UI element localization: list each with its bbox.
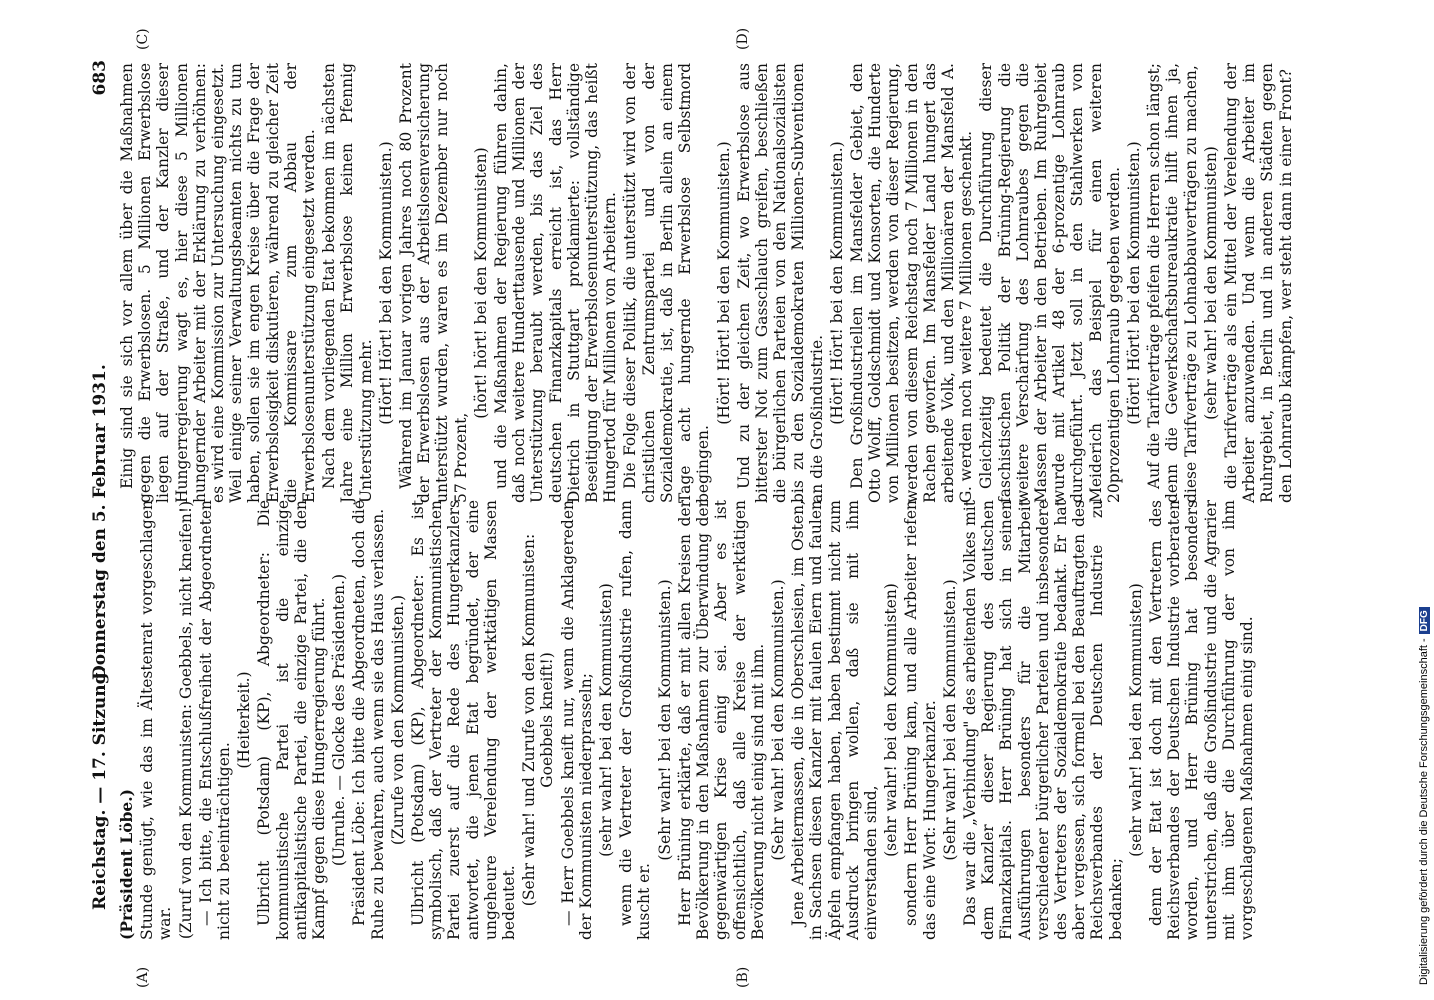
margin-mark-d: (D) — [735, 27, 751, 50]
right-column-paragraph: und die Maßnahmen der Regierung führen dahin, daß noch weitere Hunderttausende und Millionen der Unterstützung beraubt werden, bis das Ziel des deutschen Finanzkapitals erreicht ist, das Herr Dietrich in Stuttgart proklamierte: vollständige Beseitigung der Erwerbslosenunterstützung, das heißt Hungertod für Millionen von Arbeitern. — [492, 63, 620, 503]
right-column-paragraph: Nach dem vorliegenden Etat bekommen im nächsten Jahre eine Million Erwerbslose keinen Pfennig Unterstützung mehr. — [320, 63, 375, 503]
left-column-paragraph: Herr Brüning erklärte, daß er mit allen Kreisen der Bevölkerung in den Maßnahmen zur Überwindung der gegenwärtigen Krise einig sei. Aber es ist offensichtlich, daß alle Kreise der werktätigen Bevölkerung nicht einig sind mit ihm. — [675, 500, 767, 940]
margin-mark-c: (C) — [135, 28, 151, 50]
left-column-paragraph: (Zurufe von den Kommunisten.) — [388, 594, 407, 846]
left-column-paragraph: Ulbricht (Potsdam) (KP), Abgeordneter: Es ist symbolisch, daß der Vertreter der Kommunistischen Partei zuerst auf die Rede des Hungerkanzlers antwortet, die jenen Etat begründet, der eine ungeheure Verelendung der werktätigen Massen bedeutet. — [409, 500, 519, 940]
left-column-paragraph: (Sehr wahr! bei den Kommunisten.) — [655, 579, 674, 861]
left-column-paragraph: (Sehr wahr! und Zurufe von den Kommunisten: Goebbels kneift!) — [520, 533, 557, 907]
right-column-paragraph: Und zu der gleichen Zeit, wo Erwerbslose aus bitterster Not zum Gasschlauch greifen, beschließen die bürgerlichen Parteien von den Nationalsozialisten bis zu den Sozialdemokraten Millionen-Subventionen an die Großindustrie. — [734, 63, 826, 503]
digitization-notice — [1418, 25, 1434, 985]
right-column-paragraph: (hört! hört! bei den Kommunisten) — [471, 147, 490, 419]
right-column-paragraph: die Tarifverträge als ein Mittel der Verelendung der Arbeiter anzuwenden. Und wenn die Arbeiter im Ruhrgebiet, in Berlin und in anderen Städten gegen den Lohnraub kämpfen, wer steht dann in einer Front? — [1221, 63, 1295, 503]
text-column-left — [118, 500, 1258, 940]
margin-mark-b: (B) — [735, 966, 751, 988]
left-column-paragraph: (Zuruf von den Kommunisten: Goebbels, nicht kneifen!) — [176, 500, 195, 940]
left-column-paragraph: (Präsident Löbe.) — [117, 788, 136, 940]
right-column-paragraph: (Hört! Hört! bei den Kommunisten.) — [376, 141, 395, 425]
page-number: 683 — [90, 60, 110, 96]
left-column-paragraph: (sehr wahr! bei den Kommunisten) — [1126, 583, 1145, 857]
digitization-text: Digitalisierung gefördert durch die Deutsche Forschungsgemeinschaft - — [1418, 638, 1430, 985]
left-column-paragraph: sondern Herr Brüning kam, und alle Arbeiter riefen das eine Wort: Hungerkanzler. — [902, 500, 939, 940]
right-column-paragraph: Den Großindustriellen im Mansfelder Gebiet, den Otto Wolff, Goldschmidt und Konsorten, die Hunderte von Millionen besitzen, werden von dieser Regierung, werden von diesem Reichstag noch 7 Millionen in den Rachen geworfen. Im Mansfelder Land hungert das arbeitende Volk, und den Millionären der Mansfeld A. G. werden noch weitere 7 Millionen geschenkt. — [847, 63, 976, 503]
dfg-logo: DFG — [1419, 607, 1430, 634]
header-date: Donnerstag den 5. Februar 1931. — [90, 364, 110, 680]
left-column-paragraph: Das war die „Verbindung" des arbeitenden Volkes mit dem Kanzler dieser Regierung des deutschen Finanzkapitals. Herr Brüning hat sich in seinen Ausführungen besonders für die Mitarbeit verschiedener bürgerlicher Parteien und insbesondere des Vertreters der Sozialdemokratie bedankt. Er hat aber vergessen, sich formell bei den Beauftragten des Reichsverbandes der Deutschen Industrie zu bedanken; — [960, 500, 1125, 940]
left-column-paragraph: — Herr Goebbels kneift nur, wenn die Anklagereden der Kommunisten niederprasseln; — [558, 500, 595, 940]
right-column-paragraph: Die Folge dieser Politik, die unterstützt wird von der christlichen Zentrumspartei und von der Sozialdemokratie, ist, daß in Berlin allein an einem Tage acht hungernde Erwerbslose Selbstmord begingen. — [621, 63, 713, 503]
right-column-paragraph: Während im Januar vorigen Jahres noch 80 Prozent der Erwerbslosen aus der Arbeitslosenversicherung unterstützt wurden, waren es im Dezember nur noch 57 Prozent, — [397, 63, 470, 503]
right-column-paragraph: (Hört! Hört! bei den Kommunisten.) — [714, 141, 733, 425]
right-column-paragraph: (Hört! Hört! bei den Kommunisten.) — [827, 141, 846, 425]
left-column-paragraph: — Ich bitte, die Entschlußfreiheit der Abgeordneten nicht zu beeinträchtigen. — [196, 500, 234, 940]
page-header — [90, 60, 118, 910]
left-column-paragraph: Präsident Löbe: Ich bitte die Abgeordneten, doch die Ruhe zu bewahren, auch wenn sie das Haus verlassen. — [350, 500, 387, 940]
left-column-paragraph: (sehr wahr! bei den Kommunisten) — [597, 583, 616, 857]
left-column-paragraph: wenn die Vertreter der Großindustrie rufen, dann kuscht er. — [617, 500, 654, 940]
left-column-paragraph: (Sehr wahr! bei den Kommunisten.) — [768, 579, 787, 861]
right-column-paragraph: Auf die Tarifverträge pfeifen die Herren schon längst; denn die Gewerkschaftsbureaukratie hilft ihnen ja, diese Tarifverträge zu Lohnabbauverträgen zu machen, — [1145, 63, 1200, 503]
left-column-paragraph: (Unruhe. — Glocke des Präsidenten.) — [330, 573, 349, 867]
text-column-right — [118, 63, 1297, 503]
right-column-paragraph: (Hört! Hört! bei den Kommunisten.) — [1124, 141, 1143, 425]
left-column-paragraph: Jene Arbeitermassen, die in Oberschlesien, im Osten, in Sachsen diesen Kanzler mit faulen Eiern und faulen Äpfeln empfangen haben, haben bestimmt nicht zum Ausdruck bringen wollen, daß sie mit ihm einverstanden sind, — [789, 500, 880, 940]
right-column-paragraph: (sehr wahr! bei den Kommunisten) — [1201, 146, 1220, 420]
left-column-paragraph: Ulbricht (Potsdam) (KP), Abgeordneter: Die kommunistische Partei ist die einzige antikapitalistische Partei, die einzige Partei, die den Kampf gegen diese Hungerregierung führt. — [255, 500, 329, 940]
left-column-paragraph: Stunde genügt, wie das im Ältestenrat vorgeschlagen war. — [138, 500, 175, 940]
right-column-paragraph: Einig sind sie sich vor allem über die Maßnahmen gegen die Erwerbslosen. 5 Millionen Erwerbslose liegen auf der Straße, und der Kanzler dieser Hungerregierung wagt es, hier diese 5 Millionen hungernder Arbeiter mit der Erklärung zu verhöhnen: es wird eine Kommission zur Untersuchung eingesetzt. Weil einige seiner Verwaltungsbeamten nichts zu tun haben, sollen sie im engen Kreise über die Frage der Erwerbslosigkeit diskutieren, während zu gleicher Zeit die Kommissare zum Abbau der Erwerbslosenunterstützung eingesetzt werden. — [118, 63, 319, 503]
header-session: Reichstag. — 17. Sitzung. — [90, 666, 110, 910]
right-column-paragraph: Gleichzeitig bedeutet die Durchführung dieser faschistischen Politik der Brüning-Regierung die weitere Verschärfung des Lohnraubes gegen die Massen der Arbeiter in den Betrieben. Im Ruhrgebiet wurde mit Artikel 48 der 6-prozentige Lohnraub durchgeführt. Jetzt soll in den Stahlwerken von Meiderich das Beispiel für einen weiteren 20prozentigen Lohnraub gegeben werden. — [977, 63, 1123, 503]
left-column-paragraph: denn der Etat ist doch mit den Vertretern des Reichsverbandes der Deutschen Industrie vorberaten worden, und Herr Brüning hat besonders unterstrichen, daß die Großindustrie und die Agrarier mit ihm über die Durchführung der von ihm vorgeschlagenen Maßnahmen einig sind. — [1146, 500, 1256, 940]
left-column-paragraph: (sehr wahr! bei den Kommunisten) — [882, 583, 901, 857]
margin-mark-a: (A) — [135, 966, 151, 988]
left-column-paragraph: (Heiterkeit.) — [235, 671, 254, 769]
left-column-paragraph: (Sehr wahr! bei den Kommunisten.) — [940, 579, 959, 861]
